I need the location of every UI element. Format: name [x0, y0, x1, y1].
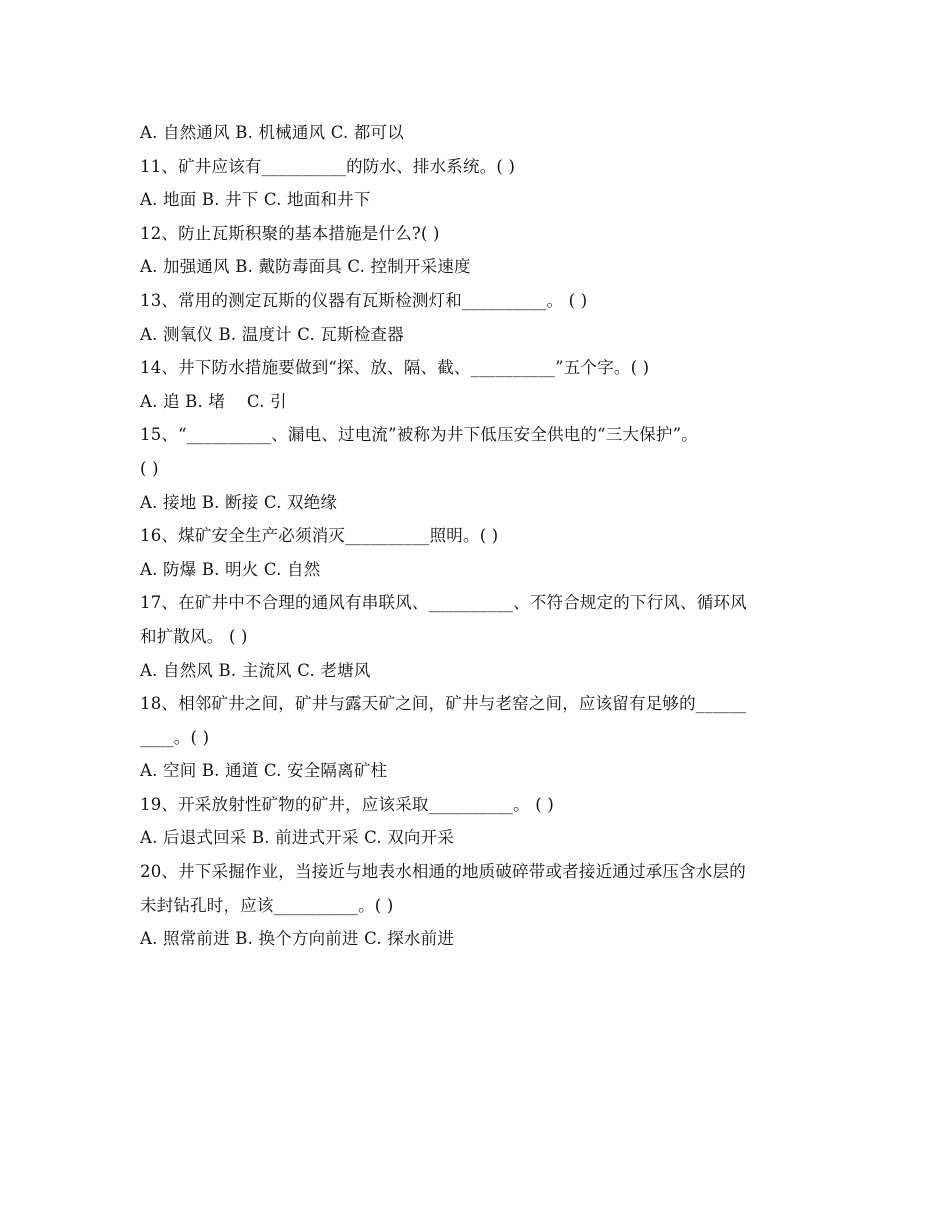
- answer-options-13: A. 测氧仪 B. 温度计 C. 瓦斯检查器: [140, 324, 404, 344]
- question-11: 11、矿井应该有__________的防水、排水系统。( ): [140, 156, 516, 176]
- question-18-continued: ____。( ): [140, 727, 210, 747]
- question-15-continued: ( ): [140, 458, 159, 478]
- question-list: [140, 116, 820, 956]
- question-14: 14、井下防水措施要做到“探、放、隔、截、__________”五个字。( ): [140, 358, 650, 378]
- question-13: 13、常用的测定瓦斯的仪器有瓦斯检测灯和__________。 ( ): [140, 290, 588, 310]
- question-18: 18、相邻矿井之间，矿井与露天矿之间，矿井与老窑之间，应该留有足够的______: [140, 694, 747, 714]
- answer-options-11: A. 地面 B. 井下 C. 地面和井下: [140, 190, 371, 210]
- question-20: 20、井下采掘作业，当接近与地表水相通的地质破碎带或者接近通过承压含水层的: [140, 862, 746, 882]
- question-20-continued: 未封钻孔时，应该__________。( ): [140, 895, 394, 915]
- question-19: 19、开采放射性矿物的矿井，应该采取__________。 ( ): [140, 794, 554, 814]
- answer-options-17: A. 自然风 B. 主流风 C. 老塘风: [140, 660, 371, 680]
- question-15: 15、“__________、漏电、过电流”被称为井下低压安全供电的“三大保护”。: [140, 425, 698, 445]
- question-16: 16、煤矿安全生产必须消灭__________照明。( ): [140, 526, 499, 546]
- answer-options-10: A. 自然通风 B. 机械通风 C. 都可以: [140, 123, 404, 142]
- answer-options-15: A. 接地 B. 断接 C. 双绝缘: [140, 492, 338, 512]
- answer-options-18: A. 空间 B. 通道 C. 安全隔离矿柱: [140, 761, 388, 781]
- question-17: 17、在矿井中不合理的通风有串联风、__________、不符合规定的下行风、循环风: [140, 593, 747, 613]
- question-12: 12、防止瓦斯积聚的基本措施是什么?( ): [140, 223, 440, 243]
- answer-options-20: A. 照常前进 B. 换个方向前进 C. 探水前进: [140, 929, 455, 949]
- question-17-continued: 和扩散风。 ( ): [140, 626, 248, 646]
- answer-options-16: A. 防爆 B. 明火 C. 自然: [140, 559, 321, 579]
- answer-options-14: A. 追 B. 堵 C. 引: [140, 391, 287, 411]
- answer-options-19: A. 后退式回采 B. 前进式开采 C. 双向开采: [140, 828, 455, 848]
- answer-options-12: A. 加强通风 B. 戴防毒面具 C. 控制开采速度: [140, 257, 471, 277]
